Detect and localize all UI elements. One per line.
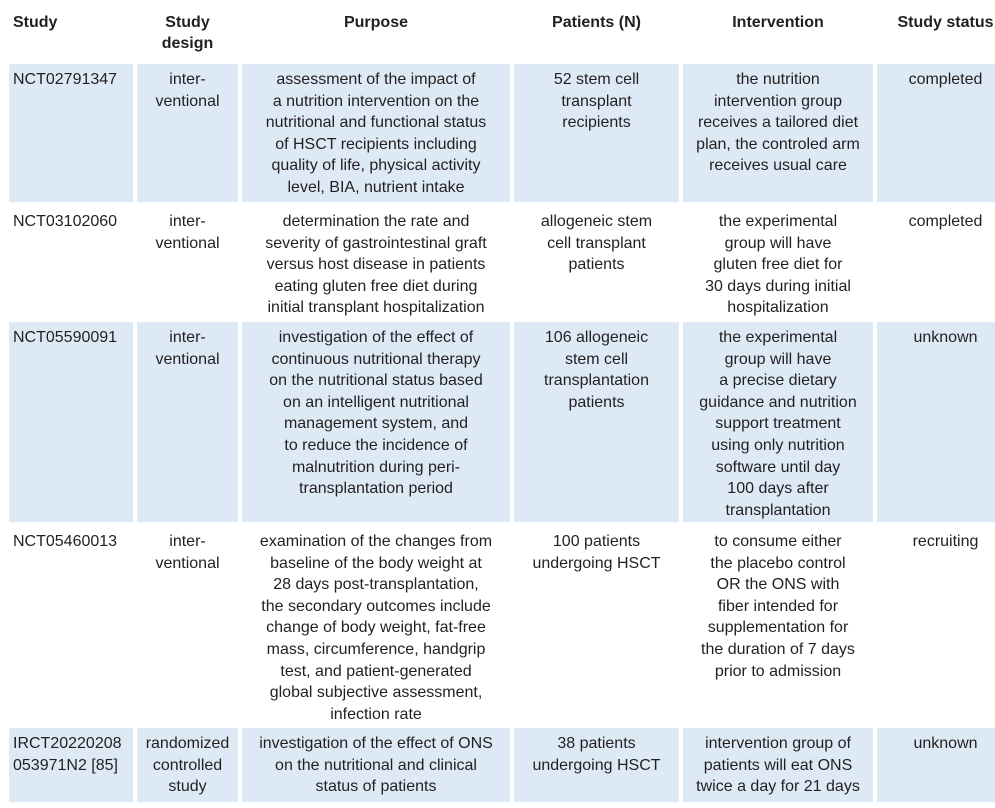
table-cell-design: inter- ventional [137,64,238,202]
table-cell-purpose: determination the rate and severity of gastrointestinal graft versus host disease in patients eating gluten free diet during initial transplant hospitalization [265,213,487,317]
header-purpose: Purpose [343,14,408,31]
table-cell-intervention: to consume either the placebo control OR the ONS with fiber intended for supplementation for the duration of 7 days prior to admission [701,533,855,680]
table-cell-purpose: examination of the changes from baseline of the body weight at 28 days post-transplantation, the secondary outcomes include change of body weight, fat-free mass, circumference, handgrip test, and patient-generated global subjective assessment, infection rate [259,533,493,723]
table-cell-purpose: investigation of the effect of continuous nutritional therapy on the nutritional status based on an intelligent nutritional management system, and to reduce the incidence of malnutrition during peri- transplantation period [242,322,510,522]
table-cell-design: inter- ventional [155,213,220,252]
table-cell-study: NCT05590091 [9,322,133,522]
table-cell-intervention: the experimental group will have gluten free diet for 30 days during initial hospitalization [705,213,851,317]
table-cell-patients: 38 patients undergoing HSCT [514,728,679,802]
table-cell-patients: 100 patients undergoing HSCT [532,533,661,572]
table-cell-status: recruiting [912,533,979,550]
header-study-design: Study design [161,14,214,52]
table-cell-purpose: assessment of the impact of a nutrition intervention on the nutritional and functional status of HSCT recipients including quality of life, physical activity level, BIA, nutrient intake [242,64,510,202]
header-study-status: Study status [897,14,994,31]
studies-table [9,8,995,802]
table-cell-patients: 106 allogeneic stem cell transplantation patients [514,322,679,522]
header-patients: Patients (N) [552,14,641,31]
table-cell-intervention: intervention group of patients will eat ONS twice a day for 21 days [683,728,873,802]
table-cell-study: NCT02791347 [9,64,133,202]
table-cell-patients: allogeneic stem cell transplant patients [540,213,653,274]
table-cell-purpose: investigation of the effect of ONS on the nutritional and clinical status of patients [242,728,510,802]
table-cell-design: inter- ventional [137,322,238,522]
table-cell-status: unknown [877,322,995,522]
table-cell-design: randomized controlled study [137,728,238,802]
table-cell-design: inter- ventional [155,533,220,572]
table-cell-study: NCT05460013 [13,533,118,550]
table-cell-status: completed [908,213,983,230]
table-cell-status: completed [877,64,995,202]
table-cell-study: IRCT20220208 053971N2 [85] [9,728,133,802]
header-intervention: Intervention [732,14,824,31]
header-study: Study [13,14,58,31]
table-cell-status: unknown [877,728,995,802]
table-cell-study: NCT03102060 [13,213,118,230]
table-cell-intervention: the nutrition intervention group receives a tailored diet plan, the controled arm receives usual care [683,64,873,202]
table-cell-patients: 52 stem cell transplant recipients [514,64,679,202]
table-cell-intervention: the experimental group will have a precise dietary guidance and nutrition support treatment using only nutrition software until day 100 days after transplantation [683,322,873,522]
